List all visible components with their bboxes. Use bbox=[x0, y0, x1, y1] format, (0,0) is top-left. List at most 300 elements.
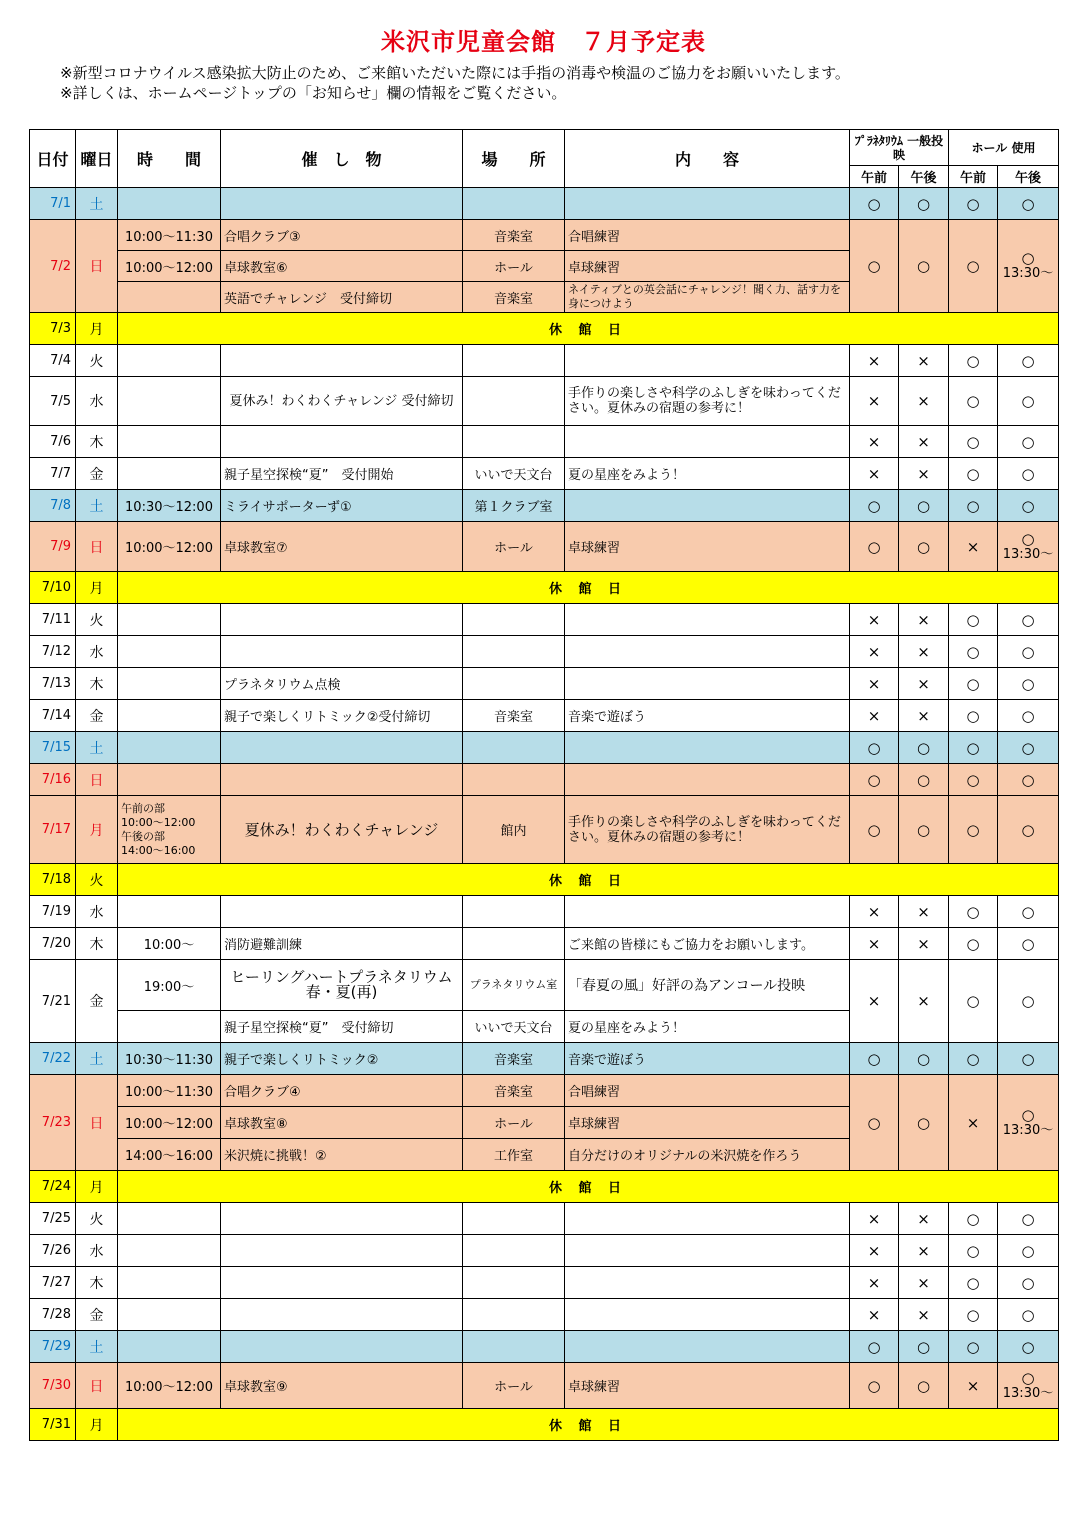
mark-planetarium-am: × bbox=[850, 636, 899, 668]
event-cell: 卓球教室⑦ bbox=[221, 522, 463, 572]
mark-hall-am: ○ bbox=[949, 188, 998, 220]
table-row bbox=[30, 1203, 1059, 1235]
content-cell bbox=[565, 764, 850, 796]
content-cell: 卓球練習 bbox=[565, 1107, 850, 1139]
time-cell bbox=[118, 458, 221, 490]
event-cell: 親子で楽しくリトミック② bbox=[221, 1043, 463, 1075]
event-cell: ヒーリングハートプラネタリウム 春・夏(再) bbox=[221, 960, 463, 1011]
mark-hall-pm: ○ bbox=[998, 1299, 1059, 1331]
time-cell: 10:00～11:30 bbox=[118, 1075, 221, 1107]
content-cell: ネイティブとの英会話にチャレンジ！聞く力、話す力を身につけよう bbox=[565, 282, 850, 313]
mark-planetarium-am: ○ bbox=[850, 1363, 899, 1409]
time-cell bbox=[118, 1331, 221, 1363]
content-cell: 音楽で遊ぼう bbox=[565, 700, 850, 732]
content-cell: 卓球練習 bbox=[565, 1363, 850, 1409]
mark-planetarium-am: ○ bbox=[850, 1043, 899, 1075]
dow-cell: 月 bbox=[76, 796, 118, 864]
time-cell: 10:00～12:00 bbox=[118, 1107, 221, 1139]
closed-label: 休 館 日 bbox=[118, 572, 1059, 604]
dow-cell: 火 bbox=[76, 345, 118, 377]
mark-planetarium-pm: ○ bbox=[899, 1075, 949, 1171]
date-cell: 7/2 bbox=[30, 220, 76, 313]
hall-pm-time: 13:30～ bbox=[1002, 546, 1054, 562]
event-cell: 英語でチャレンジ 受付締切 bbox=[221, 282, 463, 313]
time-cell: 10:00～ bbox=[118, 928, 221, 960]
table-row bbox=[30, 928, 1059, 960]
date-cell: 7/19 bbox=[30, 896, 76, 928]
hall-pm-mark: ○ bbox=[1021, 529, 1035, 548]
content-cell bbox=[565, 1331, 850, 1363]
dow-cell: 月 bbox=[76, 572, 118, 604]
place-cell: ホール bbox=[463, 1107, 565, 1139]
event-cell bbox=[221, 1235, 463, 1267]
mark-hall-am: ○ bbox=[949, 604, 998, 636]
date-cell: 7/7 bbox=[30, 458, 76, 490]
hall-pm-mark: ○ bbox=[1021, 1105, 1035, 1124]
place-cell bbox=[463, 377, 565, 426]
table-row bbox=[30, 313, 1059, 345]
dow-cell: 水 bbox=[76, 636, 118, 668]
content-cell bbox=[565, 1299, 850, 1331]
time-cell: 14:00～16:00 bbox=[118, 1139, 221, 1171]
mark-hall-pm: ○ bbox=[998, 928, 1059, 960]
content-cell: 合唱練習 bbox=[565, 220, 850, 251]
mark-planetarium-pm: × bbox=[899, 1299, 949, 1331]
place-cell bbox=[463, 1267, 565, 1299]
col-header-time: 時 間 bbox=[118, 130, 221, 188]
dow-cell: 火 bbox=[76, 604, 118, 636]
place-cell: 工作室 bbox=[463, 1139, 565, 1171]
time-cell: 10:00～12:00 bbox=[118, 522, 221, 572]
mark-planetarium-pm: ○ bbox=[899, 522, 949, 572]
place-cell: 館内 bbox=[463, 796, 565, 864]
table-row bbox=[30, 377, 1059, 426]
time-cell bbox=[118, 1203, 221, 1235]
content-cell: 手作りの楽しさや科学のふしぎを味わってください。夏休みの宿題の参考に！ bbox=[565, 377, 850, 426]
event-cell bbox=[221, 1203, 463, 1235]
mark-planetarium-am: × bbox=[850, 458, 899, 490]
hall-pm-time: 13:30～ bbox=[1002, 266, 1054, 281]
dow-cell: 月 bbox=[76, 1171, 118, 1203]
time-cell: 10:30～12:00 bbox=[118, 490, 221, 522]
date-cell: 7/5 bbox=[30, 377, 76, 426]
table-row bbox=[30, 796, 1059, 864]
time-cell bbox=[118, 1235, 221, 1267]
mark-hall-pm: ○ bbox=[998, 796, 1059, 864]
col-header-hall: ホール 使用 bbox=[949, 130, 1059, 166]
mark-planetarium-am: × bbox=[850, 377, 899, 426]
schedule-body bbox=[30, 188, 1059, 1441]
mark-planetarium-pm: ○ bbox=[899, 1043, 949, 1075]
table-row bbox=[30, 1075, 1059, 1107]
table-row bbox=[30, 604, 1059, 636]
table-row bbox=[30, 1363, 1059, 1409]
mark-hall-pm: ○ bbox=[998, 1043, 1059, 1075]
mark-planetarium-pm: ○ bbox=[899, 1363, 949, 1409]
mark-planetarium-am: ○ bbox=[850, 522, 899, 572]
mark-hall-pm: ○ bbox=[998, 732, 1059, 764]
content-cell: 「春夏の風」好評の為アンコール投映 bbox=[565, 960, 850, 1011]
content-cell bbox=[565, 604, 850, 636]
mark-planetarium-am: × bbox=[850, 1235, 899, 1267]
event-cell bbox=[221, 1331, 463, 1363]
place-cell: 音楽室 bbox=[463, 282, 565, 313]
time-cell bbox=[118, 426, 221, 458]
place-cell bbox=[463, 732, 565, 764]
dow-cell: 土 bbox=[76, 732, 118, 764]
dow-cell: 土 bbox=[76, 188, 118, 220]
date-cell: 7/12 bbox=[30, 636, 76, 668]
mark-hall-am: ○ bbox=[949, 458, 998, 490]
date-cell: 7/18 bbox=[30, 864, 76, 896]
date-cell: 7/24 bbox=[30, 1171, 76, 1203]
event-cell bbox=[221, 1267, 463, 1299]
dow-cell: 日 bbox=[76, 220, 118, 313]
mark-planetarium-am: × bbox=[850, 960, 899, 1043]
dow-cell: 日 bbox=[76, 1075, 118, 1171]
mark-hall-am: ○ bbox=[949, 345, 998, 377]
date-cell: 7/9 bbox=[30, 522, 76, 572]
closed-label: 休 館 日 bbox=[118, 1171, 1059, 1203]
mark-hall-am: ○ bbox=[949, 700, 998, 732]
schedule-table bbox=[29, 129, 1059, 1441]
mark-hall-pm: ○ bbox=[998, 1235, 1059, 1267]
event-cell bbox=[221, 345, 463, 377]
event-cell: 卓球教室⑧ bbox=[221, 1107, 463, 1139]
mark-planetarium-am: ○ bbox=[850, 1075, 899, 1171]
mark-planetarium-pm: ○ bbox=[899, 188, 949, 220]
table-row bbox=[30, 220, 1059, 251]
time-line: 14:00～16:00 bbox=[121, 843, 196, 857]
mark-hall-am: ○ bbox=[949, 426, 998, 458]
col-header-hall-pm: 午後 bbox=[998, 166, 1059, 188]
place-cell bbox=[463, 1299, 565, 1331]
col-header-planetarium-am: 午前 bbox=[850, 166, 899, 188]
content-cell bbox=[565, 732, 850, 764]
table-row bbox=[30, 1299, 1059, 1331]
table-row bbox=[30, 1171, 1059, 1203]
date-cell: 7/15 bbox=[30, 732, 76, 764]
content-cell: 自分だけのオリジナルの米沢焼を作ろう bbox=[565, 1139, 850, 1171]
table-row bbox=[30, 490, 1059, 522]
event-cell bbox=[221, 764, 463, 796]
date-cell: 7/25 bbox=[30, 1203, 76, 1235]
mark-planetarium-pm: ○ bbox=[899, 1331, 949, 1363]
mark-hall-pm: ○ bbox=[998, 1267, 1059, 1299]
mark-hall-pm: ○ bbox=[998, 377, 1059, 426]
event-cell bbox=[221, 732, 463, 764]
page-title: 米沢市児童会館 ７月予定表 bbox=[381, 28, 706, 56]
mark-hall-pm bbox=[998, 1075, 1059, 1171]
event-cell: 合唱クラブ④ bbox=[221, 1075, 463, 1107]
mark-hall-am: ○ bbox=[949, 732, 998, 764]
mark-hall-pm: ○ bbox=[998, 458, 1059, 490]
place-cell: 第１クラブ室 bbox=[463, 490, 565, 522]
mark-planetarium-am: × bbox=[850, 928, 899, 960]
date-cell: 7/6 bbox=[30, 426, 76, 458]
mark-hall-am: ○ bbox=[949, 220, 998, 313]
content-cell bbox=[565, 1203, 850, 1235]
dow-cell: 木 bbox=[76, 668, 118, 700]
place-cell: プラネタリウム室 bbox=[463, 960, 565, 1011]
content-cell bbox=[565, 1267, 850, 1299]
table-row bbox=[30, 732, 1059, 764]
event-cell bbox=[221, 188, 463, 220]
dow-cell: 火 bbox=[76, 1203, 118, 1235]
mark-planetarium-pm: × bbox=[899, 928, 949, 960]
time-cell: 10:00～11:30 bbox=[118, 220, 221, 251]
date-cell: 7/8 bbox=[30, 490, 76, 522]
mark-hall-pm: ○ bbox=[998, 764, 1059, 796]
place-cell: ホール bbox=[463, 251, 565, 282]
content-cell: 手作りの楽しさや科学のふしぎを味わってください。夏休みの宿題の参考に！ bbox=[565, 796, 850, 864]
content-cell: 夏の星座をみよう！ bbox=[565, 1011, 850, 1043]
mark-hall-am: ○ bbox=[949, 896, 998, 928]
mark-hall-am: ○ bbox=[949, 490, 998, 522]
dow-cell: 火 bbox=[76, 864, 118, 896]
place-cell: いいで天文台 bbox=[463, 458, 565, 490]
table-row bbox=[30, 1235, 1059, 1267]
place-cell bbox=[463, 604, 565, 636]
table-row bbox=[30, 458, 1059, 490]
dow-cell: 土 bbox=[76, 1331, 118, 1363]
event-cell: ミライサポーターず① bbox=[221, 490, 463, 522]
mark-hall-pm: ○ bbox=[998, 896, 1059, 928]
dow-cell: 木 bbox=[76, 1267, 118, 1299]
table-row bbox=[30, 1043, 1059, 1075]
table-row bbox=[30, 960, 1059, 1011]
mark-planetarium-pm: × bbox=[899, 604, 949, 636]
place-cell bbox=[463, 1331, 565, 1363]
content-cell: 夏の星座をみよう！ bbox=[565, 458, 850, 490]
mark-hall-pm bbox=[998, 522, 1059, 572]
date-cell: 7/17 bbox=[30, 796, 76, 864]
place-cell bbox=[463, 764, 565, 796]
content-cell bbox=[565, 896, 850, 928]
mark-hall-pm: ○ bbox=[998, 345, 1059, 377]
table-row bbox=[30, 700, 1059, 732]
content-cell bbox=[565, 636, 850, 668]
mark-hall-pm: ○ bbox=[998, 426, 1059, 458]
notice-line: ※詳しくは、ホームページトップの「お知らせ」欄の情報をご覧ください。 bbox=[60, 84, 567, 102]
mark-planetarium-am: ○ bbox=[850, 490, 899, 522]
mark-hall-pm: ○ bbox=[998, 1203, 1059, 1235]
table-row bbox=[30, 1331, 1059, 1363]
table-row bbox=[30, 636, 1059, 668]
col-header-place: 場 所 bbox=[463, 130, 565, 188]
mark-planetarium-pm: ○ bbox=[899, 796, 949, 864]
place-cell bbox=[463, 188, 565, 220]
mark-hall-am: ○ bbox=[949, 764, 998, 796]
dow-cell: 金 bbox=[76, 458, 118, 490]
mark-hall-am: ○ bbox=[949, 928, 998, 960]
dow-cell: 金 bbox=[76, 700, 118, 732]
col-header-planetarium: ﾌﾟﾗﾈﾀﾘｳﾑ 一般投映 bbox=[850, 130, 949, 166]
place-cell bbox=[463, 896, 565, 928]
event-cell bbox=[221, 896, 463, 928]
content-cell bbox=[565, 490, 850, 522]
time-cell bbox=[118, 732, 221, 764]
content-cell: 卓球練習 bbox=[565, 251, 850, 282]
mark-hall-pm bbox=[998, 220, 1059, 313]
dow-cell: 木 bbox=[76, 426, 118, 458]
mark-planetarium-pm: × bbox=[899, 377, 949, 426]
date-cell: 7/29 bbox=[30, 1331, 76, 1363]
event-cell: 親子で楽しくリトミック②受付締切 bbox=[221, 700, 463, 732]
mark-planetarium-am: × bbox=[850, 1203, 899, 1235]
dow-cell: 金 bbox=[76, 1299, 118, 1331]
time-cell bbox=[118, 377, 221, 426]
time-line: 午前の部 bbox=[121, 801, 165, 815]
dow-cell: 水 bbox=[76, 377, 118, 426]
date-cell: 7/10 bbox=[30, 572, 76, 604]
time-cell bbox=[118, 668, 221, 700]
table-row bbox=[30, 572, 1059, 604]
mark-planetarium-pm: × bbox=[899, 636, 949, 668]
time-cell bbox=[118, 636, 221, 668]
mark-planetarium-am: × bbox=[850, 1299, 899, 1331]
mark-hall-am: ○ bbox=[949, 668, 998, 700]
date-cell: 7/26 bbox=[30, 1235, 76, 1267]
content-cell bbox=[565, 426, 850, 458]
mark-planetarium-am: × bbox=[850, 1267, 899, 1299]
table-row bbox=[30, 188, 1059, 220]
mark-hall-am: ○ bbox=[949, 1267, 998, 1299]
place-cell: 音楽室 bbox=[463, 700, 565, 732]
mark-planetarium-am: × bbox=[850, 700, 899, 732]
date-cell: 7/20 bbox=[30, 928, 76, 960]
mark-hall-am: ○ bbox=[949, 377, 998, 426]
date-cell: 7/31 bbox=[30, 1409, 76, 1441]
time-cell bbox=[118, 700, 221, 732]
mark-hall-am: × bbox=[949, 522, 998, 572]
place-cell: 音楽室 bbox=[463, 1043, 565, 1075]
place-cell bbox=[463, 928, 565, 960]
mark-planetarium-pm: × bbox=[899, 458, 949, 490]
event-cell: 卓球教室⑨ bbox=[221, 1363, 463, 1409]
time-line: 10:00～12:00 bbox=[121, 815, 196, 829]
date-cell: 7/4 bbox=[30, 345, 76, 377]
mark-hall-pm: ○ bbox=[998, 1331, 1059, 1363]
mark-hall-pm: ○ bbox=[998, 604, 1059, 636]
dow-cell: 日 bbox=[76, 522, 118, 572]
col-header-planetarium-pm: 午後 bbox=[899, 166, 949, 188]
mark-hall-pm: ○ bbox=[998, 960, 1059, 1043]
table-row bbox=[30, 1267, 1059, 1299]
place-cell bbox=[463, 426, 565, 458]
event-cell bbox=[221, 1299, 463, 1331]
event-cell: 親子星空探検“夏” 受付締切 bbox=[221, 1011, 463, 1043]
mark-planetarium-am: × bbox=[850, 896, 899, 928]
event-cell: 夏休み！わくわくチャレンジ bbox=[221, 796, 463, 864]
place-cell: いいで天文台 bbox=[463, 1011, 565, 1043]
date-cell: 7/11 bbox=[30, 604, 76, 636]
date-cell: 7/27 bbox=[30, 1267, 76, 1299]
hall-pm-mark: ○ bbox=[1021, 249, 1035, 267]
mark-planetarium-am: ○ bbox=[850, 732, 899, 764]
dow-cell: 月 bbox=[76, 1409, 118, 1441]
mark-hall-am: ○ bbox=[949, 636, 998, 668]
mark-planetarium-am: × bbox=[850, 604, 899, 636]
mark-planetarium-pm: ○ bbox=[899, 732, 949, 764]
date-cell: 7/16 bbox=[30, 764, 76, 796]
place-cell bbox=[463, 1203, 565, 1235]
hall-pm-mark: ○ bbox=[1021, 1368, 1035, 1387]
table-row bbox=[30, 764, 1059, 796]
event-cell: 合唱クラブ③ bbox=[221, 220, 463, 251]
event-cell: 卓球教室⑥ bbox=[221, 251, 463, 282]
date-cell: 7/14 bbox=[30, 700, 76, 732]
hall-pm-time: 13:30～ bbox=[1002, 1122, 1054, 1138]
content-cell: 合唱練習 bbox=[565, 1075, 850, 1107]
mark-planetarium-pm: ○ bbox=[899, 764, 949, 796]
mark-hall-am: ○ bbox=[949, 960, 998, 1043]
dow-cell: 日 bbox=[76, 1363, 118, 1409]
place-cell: ホール bbox=[463, 1363, 565, 1409]
event-cell: プラネタリウム点検 bbox=[221, 668, 463, 700]
place-cell: 音楽室 bbox=[463, 1075, 565, 1107]
mark-planetarium-pm: × bbox=[899, 1235, 949, 1267]
dow-cell: 土 bbox=[76, 490, 118, 522]
time-cell bbox=[118, 282, 221, 313]
content-cell: 卓球練習 bbox=[565, 522, 850, 572]
event-cell bbox=[221, 636, 463, 668]
dow-cell: 水 bbox=[76, 1235, 118, 1267]
place-cell: 音楽室 bbox=[463, 220, 565, 251]
col-header-date: 日付 bbox=[30, 130, 76, 188]
mark-hall-am: ○ bbox=[949, 1235, 998, 1267]
mark-planetarium-am: ○ bbox=[850, 764, 899, 796]
date-cell: 7/21 bbox=[30, 960, 76, 1043]
time-cell bbox=[118, 764, 221, 796]
time-cell bbox=[118, 1011, 221, 1043]
mark-hall-am: × bbox=[949, 1075, 998, 1171]
mark-planetarium-pm: × bbox=[899, 960, 949, 1043]
mark-planetarium-pm: × bbox=[899, 1203, 949, 1235]
time-cell: 10:00～12:00 bbox=[118, 251, 221, 282]
mark-planetarium-am: ○ bbox=[850, 220, 899, 313]
content-cell bbox=[565, 345, 850, 377]
mark-planetarium-pm: ○ bbox=[899, 490, 949, 522]
date-cell: 7/3 bbox=[30, 313, 76, 345]
mark-planetarium-am: ○ bbox=[850, 796, 899, 864]
time-cell: 10:00～12:00 bbox=[118, 1363, 221, 1409]
date-cell: 7/22 bbox=[30, 1043, 76, 1075]
mark-planetarium-pm: × bbox=[899, 700, 949, 732]
date-cell: 7/30 bbox=[30, 1363, 76, 1409]
mark-hall-am: ○ bbox=[949, 1299, 998, 1331]
mark-hall-am: ○ bbox=[949, 1203, 998, 1235]
place-cell: ホール bbox=[463, 522, 565, 572]
content-cell bbox=[565, 668, 850, 700]
table-row bbox=[30, 522, 1059, 572]
mark-planetarium-am: × bbox=[850, 426, 899, 458]
mark-planetarium-am: ○ bbox=[850, 1331, 899, 1363]
dow-cell: 木 bbox=[76, 928, 118, 960]
col-header-dow: 曜日 bbox=[76, 130, 118, 188]
col-header-hall-am: 午前 bbox=[949, 166, 998, 188]
mark-hall-am: × bbox=[949, 1363, 998, 1409]
hall-pm-time: 13:30～ bbox=[1002, 1385, 1054, 1401]
event-cell bbox=[221, 426, 463, 458]
event-cell: 夏休み！わくわくチャレンジ 受付締切 bbox=[221, 377, 463, 426]
closed-label: 休 館 日 bbox=[118, 864, 1059, 896]
table-row bbox=[30, 426, 1059, 458]
time-cell bbox=[118, 604, 221, 636]
mark-hall-am: ○ bbox=[949, 1331, 998, 1363]
time-line: 午後の部 bbox=[121, 829, 165, 843]
content-cell: ご来館の皆様にもご協力をお願いします。 bbox=[565, 928, 850, 960]
